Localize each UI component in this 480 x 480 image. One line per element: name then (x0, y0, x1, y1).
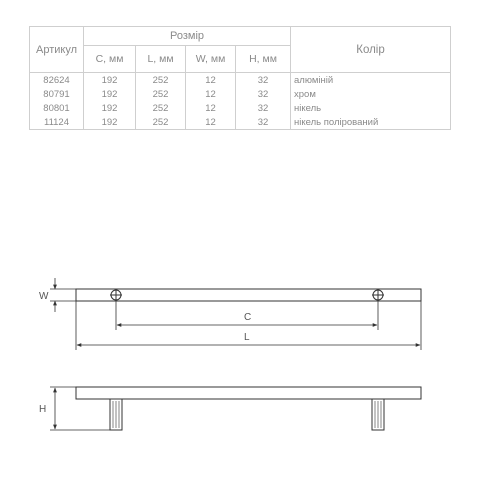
dimension-h (50, 387, 110, 430)
cell-h: 32 (236, 73, 291, 88)
cell-w: 12 (186, 115, 236, 130)
cell-color: хром (291, 87, 451, 101)
cell-c: 192 (84, 101, 136, 115)
cell-h: 32 (236, 101, 291, 115)
cell-l: 252 (136, 73, 186, 88)
cell-article: 80791 (30, 87, 84, 101)
cell-c: 192 (84, 87, 136, 101)
label-c: C (244, 312, 252, 323)
cell-h: 32 (236, 115, 291, 130)
header-size-group: Розмір (84, 27, 291, 46)
cell-color: алюміній (291, 73, 451, 88)
label-l: L (244, 332, 250, 343)
side-view (76, 387, 421, 430)
cell-c: 192 (84, 73, 136, 88)
handle-bar-side (76, 387, 421, 399)
cell-l: 252 (136, 115, 186, 130)
cell-color: нікель (291, 101, 451, 115)
dimension-w (50, 278, 76, 312)
header-h: H, мм (236, 46, 291, 73)
top-view (76, 289, 421, 301)
cell-article: 82624 (30, 73, 84, 88)
cell-l: 252 (136, 87, 186, 101)
cell-w: 12 (186, 73, 236, 88)
handle-bar-top (76, 289, 421, 301)
cell-w: 12 (186, 87, 236, 101)
cell-l: 252 (136, 101, 186, 115)
screw-left-icon (110, 289, 122, 301)
header-w: W, мм (186, 46, 236, 73)
cell-h: 32 (236, 87, 291, 101)
leg-left (110, 399, 122, 430)
cell-c: 192 (84, 115, 136, 130)
label-w: W (39, 291, 49, 302)
cell-article: 11124 (30, 115, 84, 130)
label-h: H (39, 404, 47, 415)
header-color: Колір (291, 27, 451, 73)
cell-w: 12 (186, 101, 236, 115)
header-c: C, мм (84, 46, 136, 73)
screw-right-icon (372, 289, 384, 301)
leg-right (372, 399, 384, 430)
cell-color: нікель полірований (291, 115, 451, 130)
header-article: Артикул (30, 27, 84, 73)
header-l: L, мм (136, 46, 186, 73)
cell-article: 80801 (30, 101, 84, 115)
